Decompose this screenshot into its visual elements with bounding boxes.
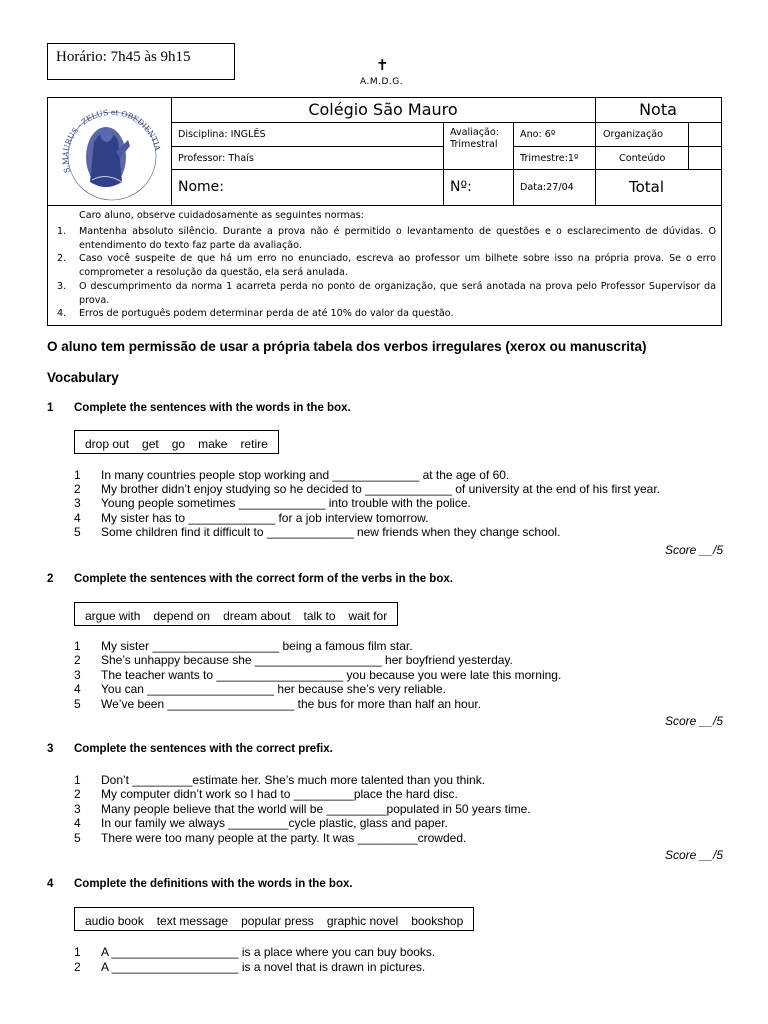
item-text: My sister ___________________ being a famous film star. (101, 639, 413, 653)
exercise-item (74, 816, 448, 830)
rule-item (57, 252, 716, 279)
word-box-item: dream about (223, 609, 291, 623)
item-number: 5 (74, 831, 81, 845)
item-text: A ___________________ is a place where you can buy books. (101, 945, 436, 959)
question-number: 3 (47, 743, 54, 755)
word-box-2 (74, 602, 398, 626)
question-instruction: Complete the sentences with the correct prefix. (74, 743, 333, 755)
total-score-label: Total (629, 178, 665, 196)
score-field: Score __/5 (664, 714, 723, 728)
item-text: There were too many people at the party. It was _________crowded. (101, 831, 467, 845)
subject-field: Disciplina: INGLÊS (178, 129, 266, 140)
item-text: My brother didn’t enjoy studying so he decided to _____________ of university at the end of his first year. (101, 482, 661, 496)
term-field: Trimestre:1º (520, 153, 579, 164)
item-number: 3 (74, 496, 81, 510)
rule-item (57, 225, 716, 252)
item-number: 1 (74, 468, 81, 482)
question-number: 4 (47, 878, 54, 890)
item-number: 3 (74, 802, 81, 816)
item-text: My computer didn’t work so I had to _________place the hard disc. (101, 787, 458, 801)
item-number: 4 (74, 511, 81, 525)
item-text: My sister has to _____________ for a job interview tomorrow. (101, 511, 429, 525)
question-3-title (47, 743, 333, 755)
amdg-motto: A.M.D.G. (360, 77, 404, 87)
item-text: We’ve been ___________________ the bus for more than half an hour. (101, 697, 482, 711)
question-number: 1 (47, 402, 54, 414)
question-4-title (47, 878, 353, 890)
rule-item (57, 280, 716, 307)
item-number: 1 (74, 639, 81, 653)
item-text: You can ___________________ her because she’s very reliable. (101, 682, 446, 696)
exercise-item (74, 496, 471, 510)
word-box-item: depend on (153, 609, 211, 623)
word-box-4 (74, 907, 474, 931)
exercise-item (74, 468, 509, 482)
exercise-item (74, 787, 458, 801)
item-number: 4 (74, 816, 81, 830)
number-field[interactable]: Nº: (450, 179, 472, 195)
word-box-item: drop out (85, 437, 130, 451)
item-number: 2 (74, 960, 81, 974)
rules-intro: Caro aluno, observe cuidadosamente as seguintes normas: (79, 210, 364, 221)
organization-score-label: Organização (603, 129, 663, 140)
school-name: Colégio São Mauro (308, 100, 458, 119)
rule-text: Mantenha absoluto silêncio. Durante a prova não é permitido o levantamento de questões e o esclarecimento de dúvidas. O entendimento do texto faz parte da avaliação. (79, 226, 716, 251)
exercise-item (74, 653, 513, 667)
item-number: 1 (74, 773, 81, 787)
item-number: 4 (74, 682, 81, 696)
question-instruction: Complete the sentences with the correct form of the verbs in the box. (74, 573, 453, 585)
item-text: Some children find it difficult to _____________ new friends when they change school. (101, 525, 561, 539)
item-text: Young people sometimes _____________ into trouble with the police. (101, 496, 471, 510)
rule-text: Erros de português podem determinar perda de até 10% do valor da questão. (79, 308, 454, 319)
word-box-item: talk to (303, 609, 336, 623)
rule-number: 4. (57, 308, 67, 319)
word-box-item: text message (156, 914, 229, 928)
question-instruction: Complete the definitions with the words in the box. (74, 878, 353, 890)
item-number: 3 (74, 668, 81, 682)
grade-label: Nota (639, 100, 677, 119)
exam-header (47, 97, 722, 326)
schedule-box (47, 43, 235, 80)
item-text: Don’t _________estimate her. She’s much more talented than you think. (101, 773, 486, 787)
evaluation-type: Avaliação: Trimestral (450, 127, 500, 150)
word-box-item: get (142, 437, 159, 451)
exercise-item (74, 697, 481, 711)
score-field: Score __/5 (664, 848, 723, 862)
exercise-item (74, 945, 435, 959)
item-number: 1 (74, 945, 81, 959)
question-number: 2 (47, 573, 54, 585)
permission-note: O aluno tem permissão de usar a própria tabela dos verbos irregulares (xerox ou manuscrita) (47, 339, 647, 354)
exercise-item (74, 831, 466, 845)
name-field[interactable]: Nome: (178, 179, 225, 195)
question-2-title (47, 573, 453, 585)
section-title: Vocabulary (47, 370, 119, 385)
item-text: Many people believe that the world will be _________populated in 50 years time. (101, 802, 531, 816)
word-box-1 (74, 430, 279, 454)
exercise-item (74, 802, 531, 816)
rule-item (57, 307, 716, 321)
question-instruction: Complete the sentences with the words in the box. (74, 402, 351, 414)
exercise-item (74, 525, 560, 539)
exercise-item (74, 668, 561, 682)
seal-lettering: S.MAURUS · ZELUS et OBEDIENTIA (60, 107, 163, 174)
exercise-item (74, 482, 660, 496)
year-field: Ano: 6º (520, 129, 556, 140)
rule-text: O descumprimento da norma 1 acarreta perda no ponto de organização, que será anotada na prova pelo Professor Supervisor da prova. (79, 281, 716, 306)
word-box-item: go (171, 437, 186, 451)
exercise-item (74, 682, 446, 696)
exercise-item (74, 960, 425, 974)
rule-text: Caso você suspeite de que há um erro no enunciado, escreva ao professor um bilhete sobre isso na própria prova. Se o erro comprometer a resolução da questão, ela será anulada. (79, 253, 716, 278)
word-box-item: audio book (85, 914, 144, 928)
item-text: In many countries people stop working and _____________ at the age of 60. (101, 468, 510, 482)
score-field: Score __/5 (664, 543, 723, 557)
word-box-item: make (198, 437, 228, 451)
rule-number: 1. (57, 226, 67, 237)
school-seal-logo (56, 102, 168, 202)
word-box-item: popular press (241, 914, 314, 928)
item-number: 2 (74, 787, 81, 801)
date-field: Data:27/04 (520, 182, 574, 193)
word-box-item: bookshop (411, 914, 464, 928)
word-box-item: retire (240, 437, 268, 451)
rule-number: 2. (57, 253, 67, 264)
word-box-item: argue with (85, 609, 141, 623)
content-score-label: Conteúdo (619, 153, 666, 164)
rule-number: 3. (57, 281, 67, 292)
item-text: She’s unhappy because she ___________________ her boyfriend yesterday. (101, 653, 513, 667)
exercise-item (74, 639, 413, 653)
question-1-title (47, 402, 351, 414)
item-number: 2 (74, 482, 81, 496)
exercise-item (74, 773, 485, 787)
exercise-item (74, 511, 429, 525)
item-number: 5 (74, 697, 81, 711)
item-number: 2 (74, 653, 81, 667)
teacher-field: Professor: Thaís (178, 153, 254, 164)
item-text: A ___________________ is a novel that is drawn in pictures. (101, 960, 426, 974)
item-number: 5 (74, 525, 81, 539)
word-box-item: graphic novel (326, 914, 399, 928)
word-box-item: wait for (348, 609, 388, 623)
schedule-text: Horário: 7h45 às 9h15 (56, 49, 191, 65)
cross-icon: ✝ (376, 56, 389, 74)
item-text: In our family we always _________cycle plastic, glass and paper. (101, 816, 448, 830)
item-text: The teacher wants to ___________________ you because you were late this morning. (101, 668, 562, 682)
